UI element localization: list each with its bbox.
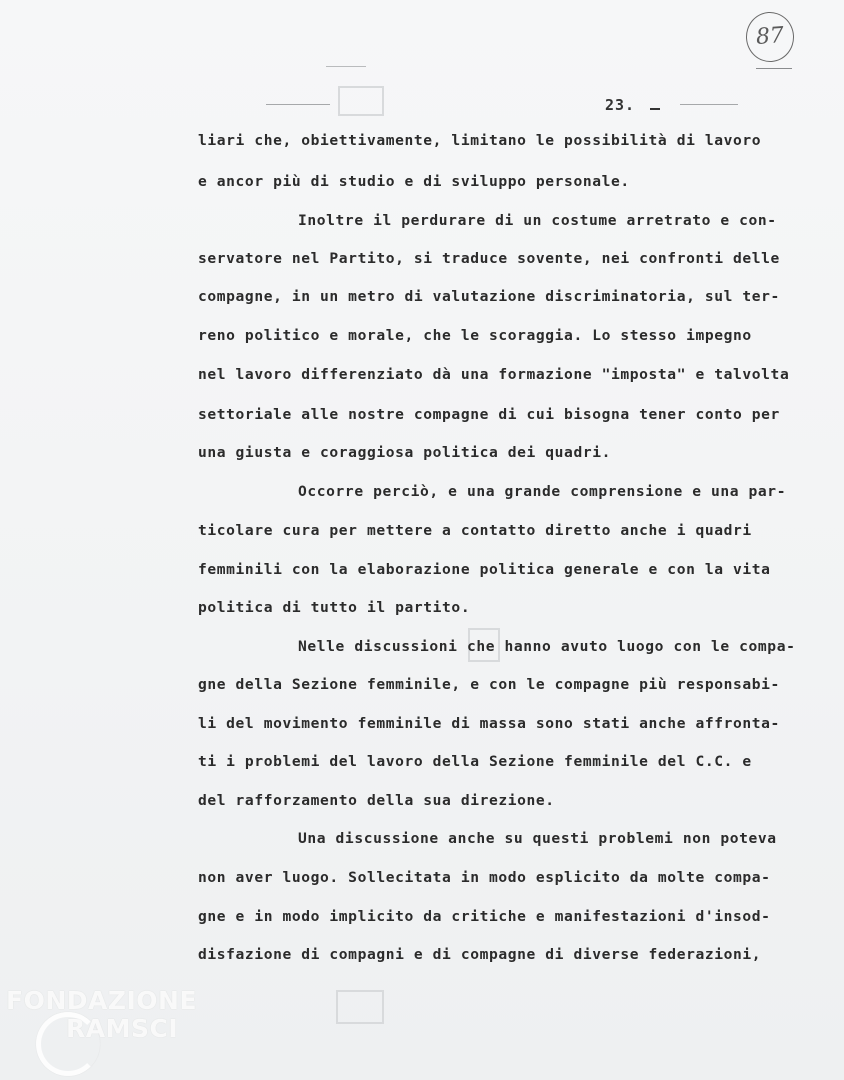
text-line: Una discussione anche su questi problemi non poteva [298, 830, 777, 847]
page-number-dash [650, 108, 660, 110]
text-line: li del movimento femminile di massa sono stati anche affronta- [198, 715, 780, 732]
text-line: Occorre perciò, e una grande comprensione e una par- [298, 483, 787, 500]
text-line: una giusta e coraggiosa politica dei quadri. [198, 444, 611, 461]
header-rule-left [266, 104, 330, 105]
text-line: ticolare cura per mettere a contatto diretto anche i quadri [198, 522, 752, 539]
text-line: ti i problemi del lavoro della Sezione femminile del C.C. e [198, 753, 752, 770]
text-line: gne della Sezione femminile, e con le compagne più responsabi- [198, 676, 780, 693]
text-line: nel lavoro differenziato dà una formazione "imposta" e talvolta [198, 366, 790, 383]
top-rule-mark [756, 68, 792, 69]
watermark-line1: FONDAZIONE [6, 986, 198, 1015]
text-line: femminili con la elaborazione politica generale e con la vita [198, 561, 771, 578]
text-line: Inoltre il perdurare di un costume arretrato e con- [298, 212, 777, 229]
text-line: e ancor più di studio e di sviluppo personale. [198, 173, 630, 190]
top-rule-mark [326, 66, 366, 67]
text-line: gne e in modo implicito da critiche e manifestazioni d'insod- [198, 908, 771, 925]
text-line: disfazione di compagni e di compagne di diverse federazioni, [198, 946, 762, 963]
text-line: non aver luogo. Sollecitata in modo esplicito da molte compa- [198, 869, 771, 886]
text-line: Nelle discussioni che hanno avuto luogo con le compa- [298, 638, 796, 655]
fondazione-gramsci-watermark [6, 986, 216, 1076]
bleed-through-mark [336, 990, 384, 1024]
text-line: compagne, in un metro di valutazione discriminatoria, sul ter- [198, 288, 780, 305]
page-number: 23. [605, 96, 636, 114]
header-rule-right [680, 104, 738, 105]
text-line: liari che, obiettivamente, limitano le possibilità di lavoro [198, 132, 762, 149]
text-line: settoriale alle nostre compagne di cui bisogna tener conto per [198, 406, 780, 423]
archive-number: 87 [744, 10, 795, 63]
text-line: del rafforzamento della sua direzione. [198, 792, 555, 809]
text-line: servatore nel Partito, si traduce sovente, nei confronti delle [198, 250, 780, 267]
bleed-through-mark [338, 86, 384, 116]
text-line: reno politico e morale, che le scoraggia. Lo stesso impegno [198, 327, 752, 344]
watermark-line2: RAMSCI [66, 1014, 179, 1043]
text-line: politica di tutto il partito. [198, 599, 471, 616]
